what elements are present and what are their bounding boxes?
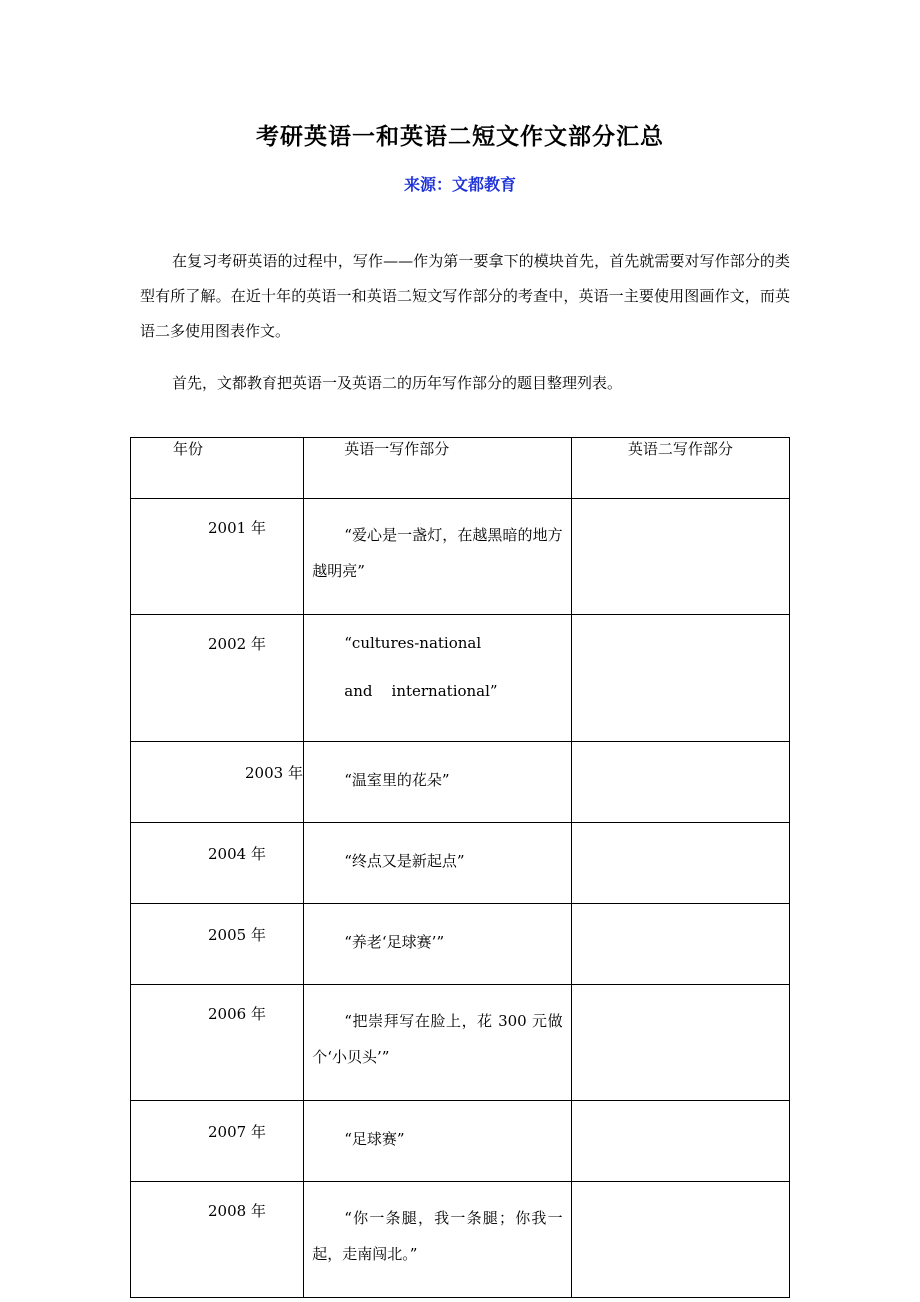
english2-cell — [571, 1182, 789, 1298]
english1-cell: “足球赛” — [304, 1101, 571, 1182]
year-cell: 2006 年 — [131, 985, 304, 1101]
english2-cell — [571, 823, 789, 904]
english1-line: “cultures-national — [344, 634, 482, 652]
year-cell: 2007 年 — [131, 1101, 304, 1182]
year-cell: 2004 年 — [131, 823, 304, 904]
english2-cell — [571, 904, 789, 985]
year-cell: 2003 年 — [131, 742, 304, 823]
document-title: 考研英语一和英语二短文作文部分汇总 — [256, 123, 664, 150]
document-source: 来源：文都教育 — [403, 175, 516, 194]
english2-cell — [571, 1101, 789, 1182]
table-row — [131, 499, 790, 615]
english2-cell — [571, 615, 789, 742]
english2-cell — [571, 742, 789, 823]
english1-cell: “爱心是一盏灯，在越黑暗的地方越明亮” — [304, 499, 571, 615]
year-cell: 2002 年 — [131, 615, 304, 742]
table-header-row — [131, 438, 790, 499]
year-cell: 2001 年 — [131, 499, 304, 615]
table-row — [131, 823, 790, 904]
table-row — [131, 1182, 790, 1298]
english1-cell: “终点又是新起点” — [304, 823, 571, 904]
table-row — [131, 742, 790, 823]
english1-cell: “养老‘足球赛’” — [304, 904, 571, 985]
table-row — [131, 615, 790, 742]
header-year: 年份 — [131, 438, 304, 499]
header-english2: 英语二写作部分 — [571, 438, 789, 499]
english1-cell: “温室里的花朵” — [304, 742, 571, 823]
english1-cell: “你一条腿，我一条腿；你我一起，走南闯北。” — [304, 1182, 571, 1298]
english1-cell — [304, 615, 571, 742]
table-row — [131, 985, 790, 1101]
header-english1: 英语一写作部分 — [304, 438, 571, 499]
english1-cell: “把崇拜写在脸上，花 300 元做个‘小贝头’” — [304, 985, 571, 1101]
year-cell: 2008 年 — [131, 1182, 304, 1298]
english1-line: and international” — [344, 682, 498, 700]
table-row — [131, 1101, 790, 1182]
intro-paragraph: 在复习考研英语的过程中，写作——作为第一要拿下的模块首先，首先就需要对写作部分的类型有所了解。在近十年的英语一和英语二短文写作部分的考查中，英语一主要使用图画作文，而英语二多使用图表作文。 — [140, 252, 790, 340]
english2-cell — [571, 499, 789, 615]
table-intro-paragraph: 首先，文都教育把英语一及英语二的历年写作部分的题目整理列表。 — [172, 374, 623, 392]
table-row — [131, 904, 790, 985]
essay-topics-table — [130, 437, 790, 1298]
english2-cell — [571, 985, 789, 1101]
year-cell: 2005 年 — [131, 904, 304, 985]
